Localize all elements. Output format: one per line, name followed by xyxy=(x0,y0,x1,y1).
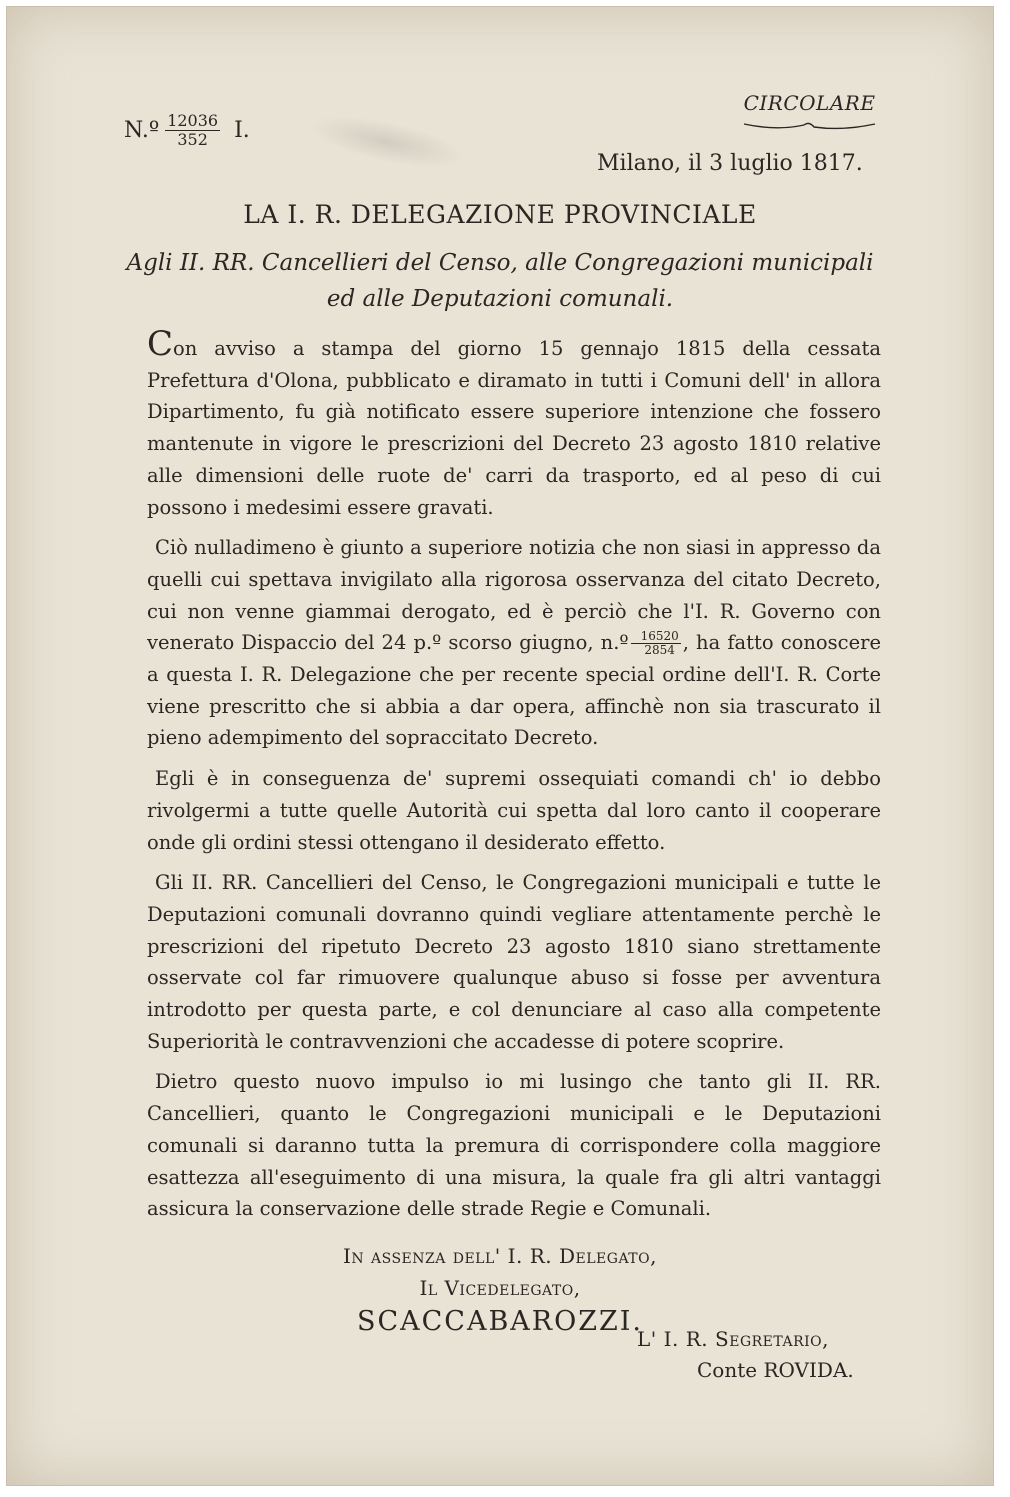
paragraph-2-text-a: Ciò nulladimeno è giunto a superiore notizia che non siasi in appresso da quelli cui spettava invigilato alla rigorosa osservanza del citato Decreto, cui non venne giammai derogato, ed è perciò che l'I. R. Governo con venerato Dispaccio del 24 p.º scorso giugno, n.º xyxy=(147,536,881,655)
document-title: LA I. R. DELEGAZIONE PROVINCIALE xyxy=(243,200,757,229)
protocol-denominator: 352 xyxy=(177,130,208,149)
secretary-line-1: L' I. R. Segretario, xyxy=(637,1327,829,1351)
paragraph-1-text: on avviso a stampa del giorno 15 gennajo 1815 della cessata Prefettura d'Olona, pubblicato e diramato in tutti i Comuni dell' in allora Dipartimento, fu già notificato essere superiore intenzione che fossero mantenute in vigore le prescrizioni del Decreto 23 agosto 1810 relative alle dimensioni delle ruote de' carri da trasporto, ed al peso di cui possono i medesimi essere gravati. xyxy=(147,337,881,519)
protocol-fraction xyxy=(165,112,220,149)
paragraph-1 xyxy=(147,324,881,523)
dispatch-numerator: 16520 xyxy=(631,630,681,644)
document-sheet xyxy=(6,6,994,1486)
paragraph-2-text-b: , ha fatto conoscere a questa I. R. Delegazione che per recente special ordine dell'I. R. Corte viene prescritto che si abbia a dar opera, affinchè non sia trascurato il pieno adempimento del sopraccitato Decreto. xyxy=(147,631,881,750)
paragraph-3: Egli è in conseguenza de' supremi ossequiati comandi ch' io debbo rivolgermi a tutte quelle Autorità cui spetta dal loro canto il cooperare onde gli ordini stessi ottengano il desiderato effetto. xyxy=(147,767,881,854)
signature-line-2: Il Vicedelegato, xyxy=(419,1276,581,1300)
dispatch-denominator: 2854 xyxy=(644,643,675,658)
addressees-line-2: ed alle Deputazioni comunali. xyxy=(326,286,674,312)
paragraph-4: Gli II. RR. Cancellieri del Censo, le Congregazioni municipali e tutte le Deputazioni comunali dovranno quindi vegliare attentamente perchè le prescrizioni del ripetuto Decreto 23 agosto 1810 siano strettamente osservate col far rimuovere qualunque abuso si fosse per avventura introdotto per questa parte, e col denunciare al caso alla competente Superiorità le contravvenzioni che accadesse di potere scoprire. xyxy=(147,871,881,1053)
addressees xyxy=(7,245,993,317)
protocol-numerator: 12036 xyxy=(167,111,219,130)
protocol-prefix: N.º xyxy=(124,118,160,143)
document-body xyxy=(147,324,881,1225)
circular-label: CIRCOLARE xyxy=(743,91,876,115)
paragraph-5: Dietro questo nuovo impulso io mi lusingo che tanto gli II. RR. Cancellieri, quanto le Congregazioni municipali e le Deputazioni comunali si daranno tutta la premura di corrispondere colla maggiore esattezza all'eseguimento di una misura, la quale fra gli altri vantaggi assicura la conservazione delle strade Regie e Comunali. xyxy=(147,1070,881,1221)
dispatch-number-fraction xyxy=(631,630,681,657)
protocol-number xyxy=(124,112,250,149)
flourish-underline-icon xyxy=(742,119,877,133)
signature-name: SCACCABAROZZI. xyxy=(356,1306,644,1337)
drop-cap: C xyxy=(147,324,174,364)
addressees-line-1: Agli II. RR. Cancellieri del Censo, alle Congregazioni municipali xyxy=(126,250,874,276)
paper-stain xyxy=(305,106,470,178)
secretary-line-2: Conte ROVIDA. xyxy=(697,1358,854,1382)
protocol-suffix: I. xyxy=(234,118,250,143)
document-date: Milano, il 3 luglio 1817. xyxy=(597,151,863,176)
signature-line-1: In assenza dell' I. R. Delegato, xyxy=(343,1244,657,1268)
paragraph-2 xyxy=(147,532,881,754)
